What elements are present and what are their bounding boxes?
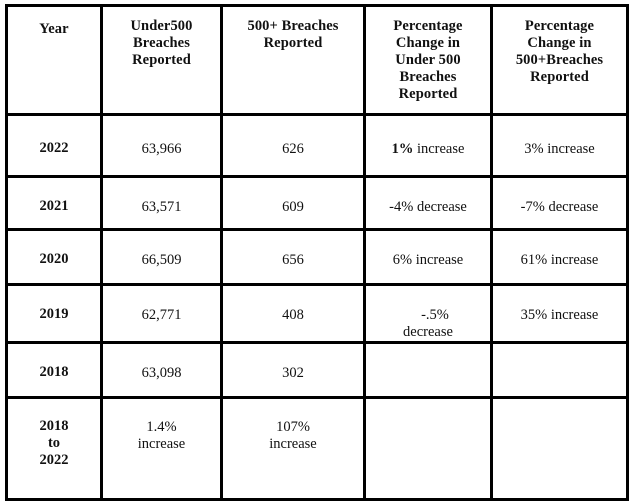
breach-statistics-table-container bbox=[5, 4, 626, 495]
cell-pct-change-under-500 bbox=[365, 343, 492, 398]
over-500-value: 609 bbox=[282, 199, 304, 215]
over-500-value bbox=[223, 399, 363, 453]
header-line: Breaches bbox=[133, 35, 190, 52]
cell-pct-change-over-500 bbox=[492, 230, 628, 285]
cell-over-500 bbox=[222, 115, 365, 177]
header-line: Reported bbox=[398, 86, 458, 103]
cell-under-500 bbox=[102, 285, 222, 343]
header-line: Under500 bbox=[130, 18, 193, 34]
pct-change-under-500-value: 6% increase bbox=[392, 252, 464, 268]
header-line: Reported bbox=[530, 69, 589, 86]
column-header-under-500-label bbox=[103, 7, 220, 69]
header-line: Reported bbox=[263, 35, 323, 52]
year-range-label bbox=[8, 399, 100, 469]
cell-under-500 bbox=[102, 230, 222, 285]
pct-change-over-500-value: 3% increase bbox=[524, 141, 595, 157]
pct-change-over-500-value: 35% increase bbox=[520, 307, 599, 323]
table-row-summary bbox=[7, 398, 628, 500]
table-row bbox=[7, 115, 628, 177]
table-header-row bbox=[7, 6, 628, 115]
breach-statistics-table bbox=[5, 4, 629, 501]
header-line: 500+Breaches bbox=[515, 52, 604, 69]
under-500-value: 63,571 bbox=[141, 199, 182, 215]
under-500-value bbox=[103, 399, 220, 453]
header-line: Under 500 bbox=[395, 52, 461, 69]
column-header-pct-change-over-500 bbox=[492, 6, 628, 115]
column-header-under-500 bbox=[102, 6, 222, 115]
under-500-line: 1.4% bbox=[146, 419, 177, 436]
column-header-pct-change-over-500-label bbox=[493, 7, 626, 86]
year-label: 2022 bbox=[39, 140, 69, 156]
year-range-line: 2018 bbox=[39, 418, 69, 435]
pct-change-under-500-value bbox=[366, 116, 490, 158]
cell-pct-change-over-500 bbox=[492, 115, 628, 177]
under-500-value: 63,098 bbox=[141, 365, 182, 382]
cell-over-500 bbox=[222, 285, 365, 343]
cell-year bbox=[7, 343, 102, 398]
under-500-value: 62,771 bbox=[141, 307, 182, 323]
table-row bbox=[7, 343, 628, 398]
over-500-line: increase bbox=[269, 436, 317, 453]
cell-under-500 bbox=[102, 343, 222, 398]
pct-change-over-500-value bbox=[493, 399, 626, 419]
column-header-pct-change-under-500 bbox=[365, 6, 492, 115]
cell-pct-change-under-500 bbox=[365, 177, 492, 230]
pct-change-over-500-value: 61% increase bbox=[520, 252, 599, 268]
column-header-year bbox=[7, 6, 102, 115]
cell-pct-change-over-500 bbox=[492, 177, 628, 230]
pct-change-under-500-value bbox=[366, 286, 490, 341]
cell-pct-change-under-500 bbox=[365, 398, 492, 500]
cell-year bbox=[7, 230, 102, 285]
under-500-value: 63,966 bbox=[141, 141, 182, 157]
pct-change-line: -.5% bbox=[421, 307, 449, 323]
cell-pct-change-over-500 bbox=[492, 285, 628, 343]
table-row bbox=[7, 285, 628, 343]
header-line: Percentage bbox=[524, 18, 595, 34]
cell-over-500 bbox=[222, 177, 365, 230]
cell-year bbox=[7, 285, 102, 343]
cell-pct-change-over-500 bbox=[492, 398, 628, 500]
header-line: Reported bbox=[132, 52, 191, 69]
year-label: 2019 bbox=[39, 306, 69, 322]
pct-change-remainder: increase bbox=[413, 141, 465, 157]
cell-pct-change-under-500 bbox=[365, 230, 492, 285]
year-label: 2021 bbox=[39, 198, 69, 214]
cell-under-500 bbox=[102, 177, 222, 230]
column-header-pct-change-under-500-label bbox=[366, 7, 490, 104]
cell-over-500 bbox=[222, 343, 365, 398]
pct-change-over-500-value: -7% decrease bbox=[520, 199, 599, 215]
over-500-value: 656 bbox=[282, 252, 304, 268]
header-line: 500+ Breaches bbox=[247, 18, 339, 34]
cell-under-500 bbox=[102, 398, 222, 500]
pct-change-over-500-value bbox=[493, 344, 626, 365]
pct-change-under-500-value bbox=[366, 344, 490, 365]
under-500-line: increase bbox=[137, 436, 186, 453]
over-500-value: 408 bbox=[282, 307, 304, 323]
cell-over-500 bbox=[222, 230, 365, 285]
cell-pct-change-under-500 bbox=[365, 285, 492, 343]
table-row bbox=[7, 177, 628, 230]
pct-change-line: decrease bbox=[403, 324, 453, 341]
table-row bbox=[7, 230, 628, 285]
under-500-value: 66,509 bbox=[141, 252, 182, 268]
cell-pct-change-under-500 bbox=[365, 115, 492, 177]
pct-change-emphasis: 1% bbox=[391, 141, 414, 157]
cell-pct-change-over-500 bbox=[492, 343, 628, 398]
pct-change-under-500-value bbox=[366, 399, 490, 419]
year-label: 2018 bbox=[39, 364, 69, 381]
cell-over-500 bbox=[222, 398, 365, 500]
header-line: Change in bbox=[527, 35, 592, 52]
header-line: Breaches bbox=[399, 69, 457, 86]
column-header-year-label: Year bbox=[39, 21, 69, 37]
column-header-over-500 bbox=[222, 6, 365, 115]
year-range-line: 2022 bbox=[39, 452, 69, 469]
over-500-line: 107% bbox=[276, 419, 310, 436]
cell-under-500 bbox=[102, 115, 222, 177]
year-label: 2020 bbox=[39, 251, 69, 267]
over-500-value: 626 bbox=[282, 141, 304, 157]
header-line: Change in bbox=[395, 35, 461, 52]
pct-change-under-500-value: -4% decrease bbox=[389, 199, 467, 215]
cell-year-range bbox=[7, 398, 102, 500]
header-line: Percentage bbox=[393, 18, 463, 34]
cell-year bbox=[7, 115, 102, 177]
column-header-over-500-label bbox=[223, 7, 363, 52]
cell-year bbox=[7, 177, 102, 230]
year-range-line: to bbox=[47, 435, 61, 452]
over-500-value: 302 bbox=[282, 365, 304, 382]
